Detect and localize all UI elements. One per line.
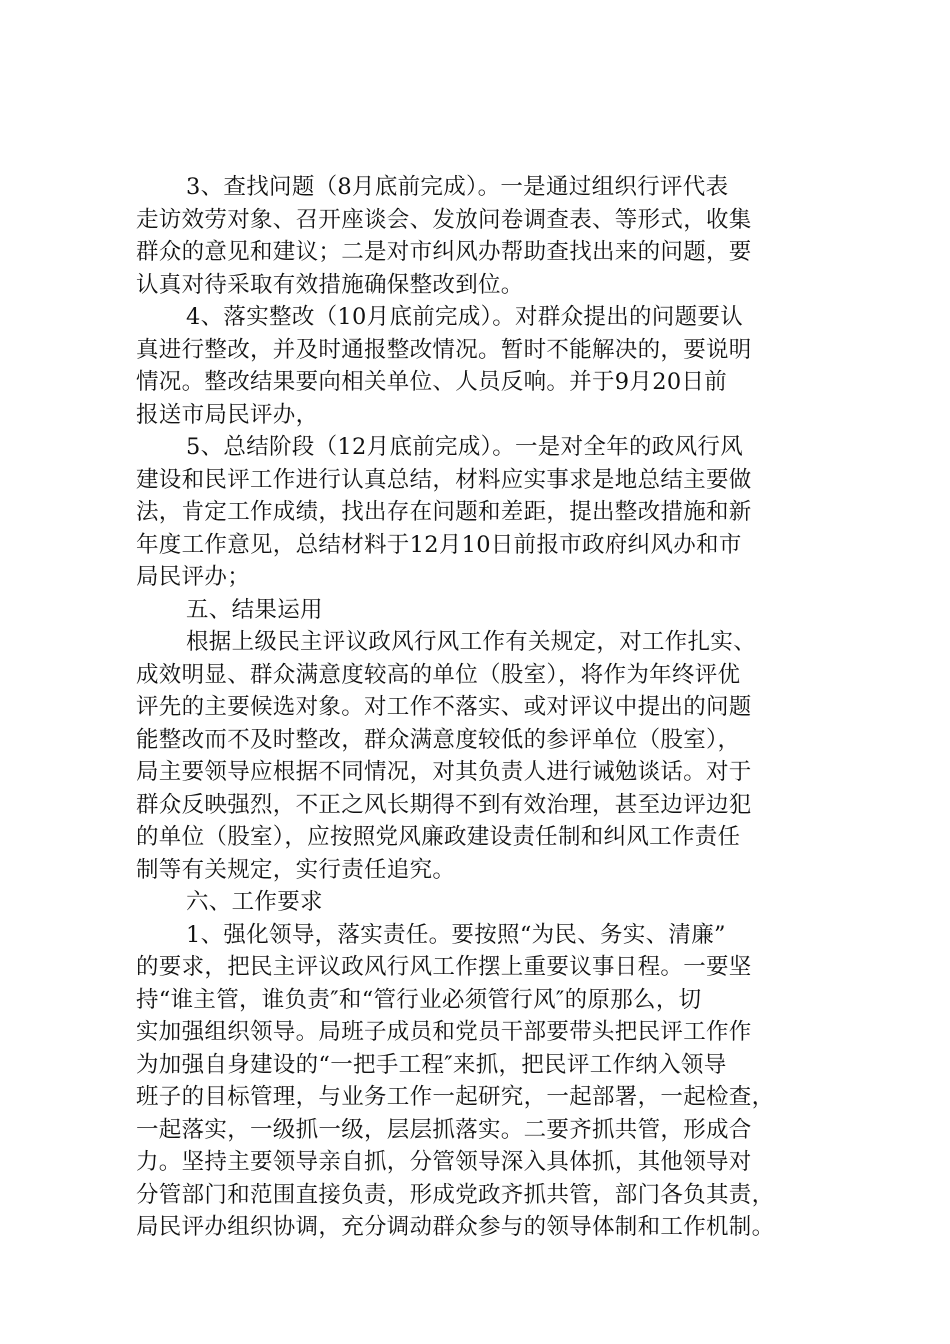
document-line: 实加强组织领导。局班子成员和党员干部要带头把民评工作作 [136,1019,752,1045]
document-line: 班子的目标管理，与业务工作一起研究，一起部署，一起检查， [136,1084,775,1110]
document-line: 成效明显、群众满意度较高的单位（股室），将作为年终评优 [136,661,741,688]
document-line: 持“谁主管，谁负责″和“管行业必须管行风″的原那么，切 [136,986,702,1013]
document-line: 评先的主要候选对象。对工作不落实、或对评议中提出的问题 [136,694,752,720]
document-line: 报送市局民评办， [136,401,319,428]
document-line: 的单位（股室），应按照党风廉政建设责任制和纠风工作责任 [136,824,741,850]
document-line: 年度工作意见，总结材料于12月10日前报市政府纠风办和市 [136,531,742,558]
document-line: 局民评办； [136,564,251,590]
document-line: 局主要领导应根据不同情况，对其负责人进行诫勉谈话。对于 [136,759,752,785]
document-line: 4、落实整改（10月底前完成）。对群众提出的问题要认 [186,304,743,330]
document-line: 一起落实，一级抓一级，层层抓落实。二要齐抓共管，形成合 [136,1116,752,1143]
document-body [136,171,841,1244]
document-line: 法，肯定工作成绩，找出存在问题和差距，提出整改措施和新 [136,499,752,525]
document-line: 能整改而不及时整改，群众满意度较低的参评单位（股室）， [136,726,741,753]
document-line: 制等有关规定，实行责任追究。 [136,856,456,883]
document-line: 局民评办组织协调，充分调动群众参与的领导体制和工作机制。 [136,1214,775,1240]
document-line: 走访效劳对象、召开座谈会、发放问卷调查表、等形式，收集 [136,206,752,233]
document-line: 情况。整改结果要向相关单位、人员反响。并于9月20日前 [136,369,728,395]
document-line: 五、结果运用 [186,596,323,623]
document-line: 5、总结阶段（12月底前完成）。一是对全年的政风行风 [186,434,743,460]
document-line: 为加强自身建设的“一把手工程″来抓，把民评工作纳入领导 [136,1051,727,1078]
document-line: 1、强化领导，落实责任。要按照“为民、务实、清廉” [186,921,726,948]
document-line: 3、查找问题（8月底前完成）。一是通过组织行评代表 [186,174,729,200]
document-line: 力。坚持主要领导亲自抓，分管领导深入具体抓，其他领导对 [136,1149,752,1175]
document-line: 分管部门和范围直接负责，形成党政齐抓共管，部门各负其责， [136,1181,775,1208]
document-line: 的要求，把民主评议政风行风工作摆上重要议事日程。一要坚 [136,954,752,980]
document-line: 群众的意见和建议；二是对市纠风办帮助查找出来的问题，要 [136,239,752,265]
document-line: 六、工作要求 [186,889,323,915]
document-line: 认真对待采取有效措施确保整改到位。 [136,271,524,298]
document-line: 群众反映强烈，不正之风长期得不到有效治理，甚至边评边犯 [136,791,752,818]
document-line: 根据上级民主评议政风行风工作有关规定，对工作扎实、 [186,629,757,655]
document-line: 建设和民评工作进行认真总结，材料应实事求是地总结主要做 [136,466,752,493]
document-line: 真进行整改，并及时通报整改情况。暂时不能解决的，要说明 [136,336,752,363]
